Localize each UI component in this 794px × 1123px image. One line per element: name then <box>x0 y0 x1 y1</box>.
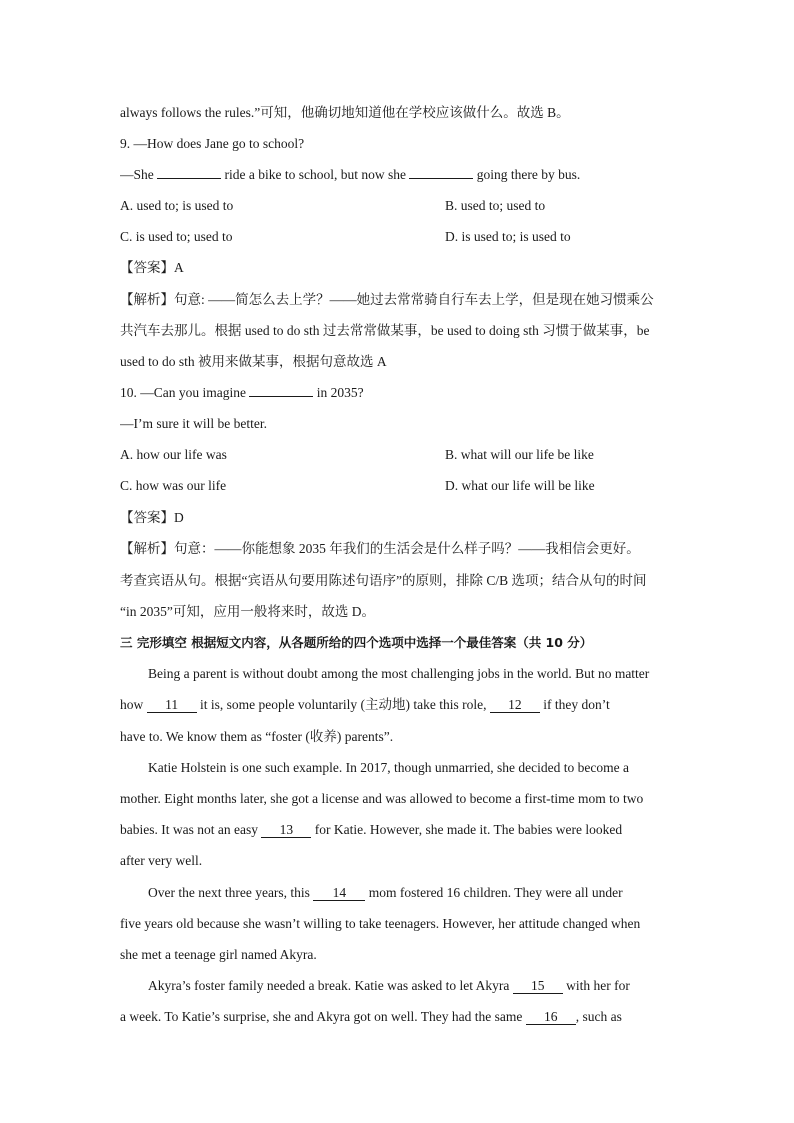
explanation-line: 【解析】句意：——你能想象 2035 年我们的生活会是什么样子吗？——我相信会更好。 <box>120 541 640 556</box>
text-segment: Over the next three years, this <box>148 885 314 900</box>
text-segment: , such as <box>575 1009 622 1024</box>
blank-13: 13 <box>261 822 311 838</box>
option-d: D. what our life will be like <box>445 478 595 493</box>
option-c: C. how was our life <box>120 478 227 493</box>
blank-14: 14 <box>313 885 365 901</box>
text-segment: babies. It was not an easy <box>120 822 262 837</box>
text-line: always follows the rules.”可知，他确切地知道他在学校应该做什么。故选 B。 <box>120 105 570 120</box>
text-segment: how <box>120 697 147 712</box>
option-a: A. used to; is used to <box>120 198 234 213</box>
blank <box>157 178 221 179</box>
passage-line <box>120 1008 676 1026</box>
text-segment: for Katie. However, she made it. The babies were looked <box>311 822 623 837</box>
option-b: B. used to; used to <box>445 198 546 213</box>
option-d: D. is used to; is used to <box>445 229 571 244</box>
answer-label: 【答案】D <box>120 510 184 525</box>
passage-line <box>148 884 676 902</box>
passage-line: after very well. <box>120 853 203 868</box>
text-segment: if they don’t <box>539 697 610 712</box>
passage-line: five years old because she wasn’t willing to take teenagers. However, her attitude changed when <box>120 916 641 931</box>
passage-line <box>120 821 676 839</box>
option-a: A. how our life was <box>120 447 227 462</box>
text-segment: in 2035? <box>313 385 364 400</box>
text-segment: going there by bus. <box>473 167 581 182</box>
passage-line: Katie Holstein is one such example. In 2017, though unmarried, she decided to become a <box>148 760 629 775</box>
answer-label: 【答案】A <box>120 260 184 275</box>
text-segment: mom fostered 16 children. They were all under <box>365 885 623 900</box>
blank-11: 11 <box>147 697 197 713</box>
question-9-reply <box>120 166 676 184</box>
blank-12: 12 <box>490 697 540 713</box>
text-segment: Akyra’s foster family needed a break. Katie was asked to let Akyra <box>148 978 513 993</box>
blank-15: 15 <box>513 978 563 994</box>
text-segment: with her for <box>562 978 630 993</box>
blank-16: 16 <box>526 1009 576 1025</box>
text-segment: a week. To Katie’s surprise, she and Akyra got on well. They had the same <box>120 1009 526 1024</box>
passage-line <box>120 696 676 714</box>
blank <box>409 178 473 179</box>
blank <box>249 396 313 397</box>
explanation-line: 考查宾语从句。根据“宾语从句要用陈述句语序”的原则，排除 C/B 选项；结合从句的时间 <box>120 573 647 588</box>
explanation-line: 共汽车去那儿。根据 used to do sth 过去常常做某事，be used to doing sth 习惯于做某事，be <box>120 323 650 338</box>
explanation-line: used to do sth 被用来做某事，根据句意故选 A <box>120 354 387 369</box>
option-c: C. is used to; used to <box>120 229 233 244</box>
text-segment: —She <box>120 167 158 182</box>
passage-line: mother. Eight months later, she got a license and was allowed to become a first-time mom to two <box>120 791 644 806</box>
question-10-stem <box>120 384 676 402</box>
passage-line: she met a teenage girl named Akyra. <box>120 947 317 962</box>
text-segment: ride a bike to school, but now she <box>221 167 410 182</box>
passage-line: have to. We know them as “foster (收养) parents”. <box>120 729 394 744</box>
text-segment: it is, some people voluntarily (主动地) take this role, <box>196 697 490 712</box>
explanation-line: “in 2035”可知，应用一般将来时，故选 D。 <box>120 604 375 619</box>
passage-line <box>148 977 676 995</box>
option-b: B. what will our life be like <box>445 447 594 462</box>
question-10-reply: —I’m sure it will be better. <box>120 416 267 431</box>
text-segment: 10. —Can you imagine <box>120 385 250 400</box>
explanation-line: 【解析】句意: ——简怎么去上学？——她过去常常骑自行车去上学，但是现在她习惯乘公 <box>120 292 654 307</box>
question-9-stem: 9. —How does Jane go to school? <box>120 136 305 151</box>
section-heading: 三 完形填空 根据短文内容，从各题所给的四个选项中选择一个最佳答案（共 10 分） <box>120 635 593 650</box>
passage-line: Being a parent is without doubt among the most challenging jobs in the world. But no matter <box>148 666 650 681</box>
